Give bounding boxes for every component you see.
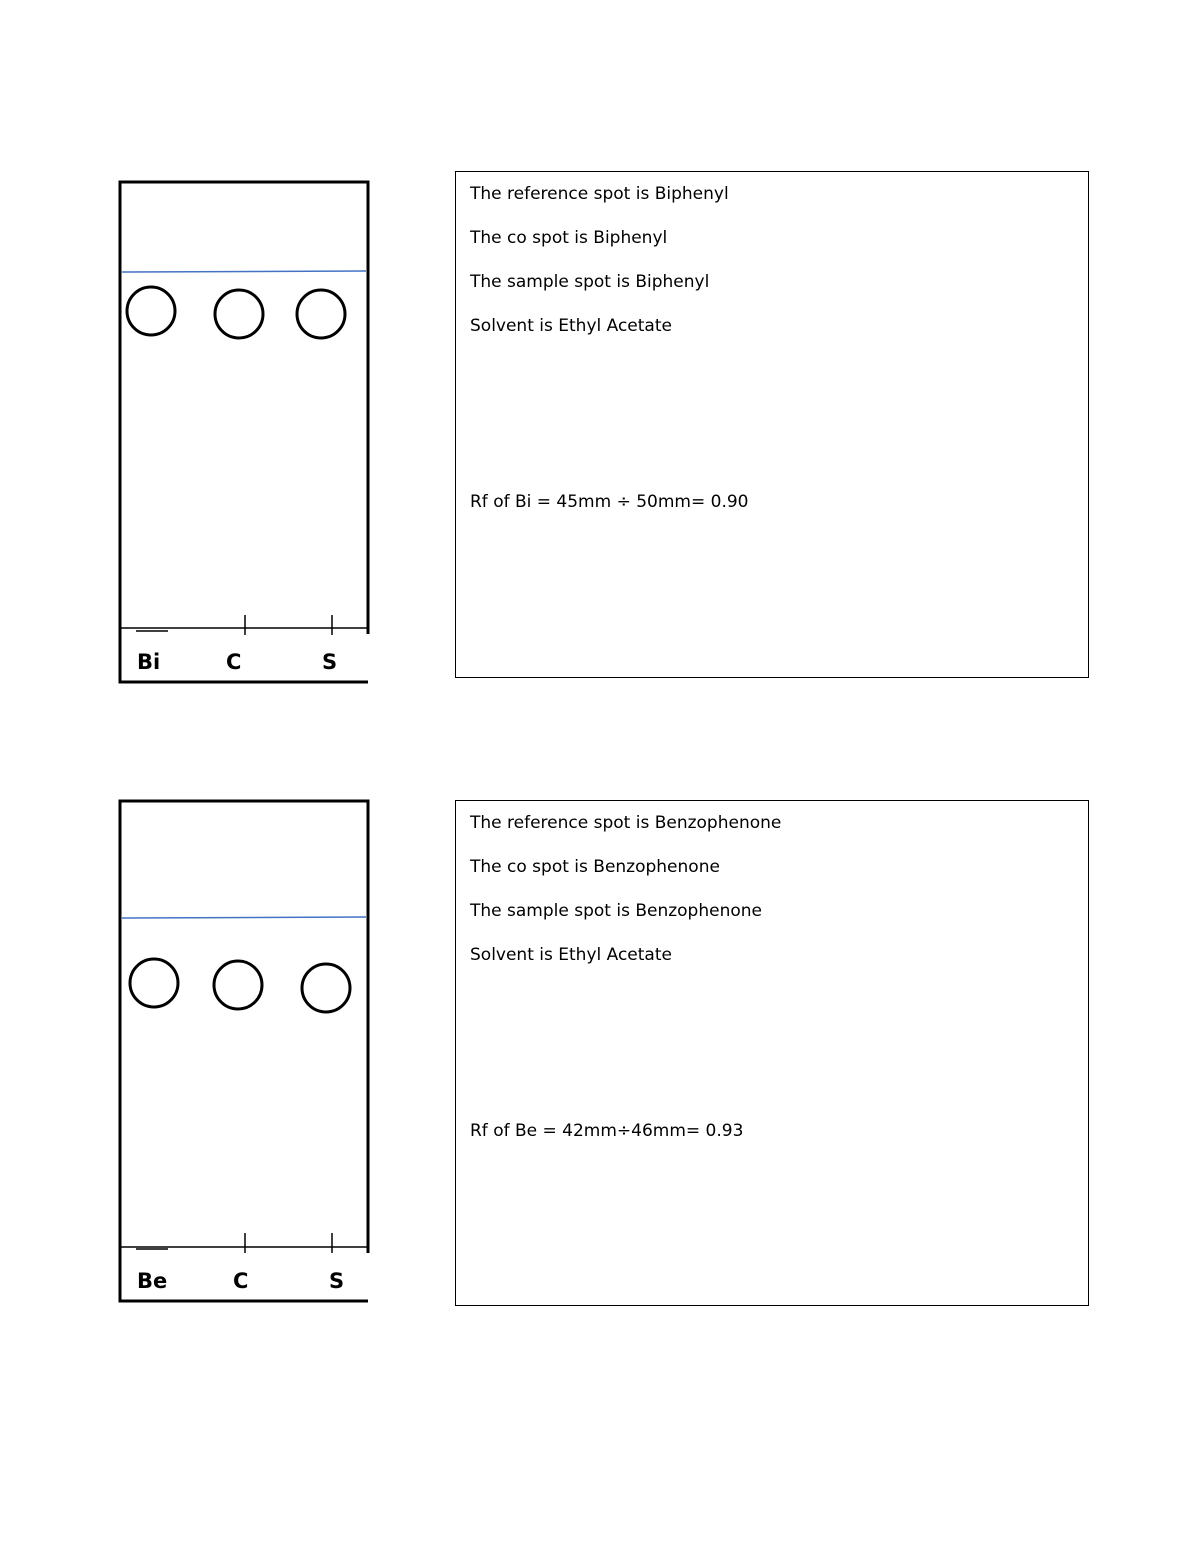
plate-outline — [120, 801, 368, 1301]
note-sample-spot: The sample spot is Benzophenone — [470, 901, 762, 921]
note-solvent: Solvent is Ethyl Acetate — [470, 316, 672, 336]
note-reference-spot: The reference spot is Biphenyl — [470, 184, 729, 204]
note-co-spot: The co spot is Benzophenone — [470, 857, 720, 877]
solvent-front-line — [122, 271, 366, 272]
lane-label-reference: Bi — [137, 650, 161, 674]
spot-reference — [130, 959, 178, 1007]
note-rf-value: Rf of Be = 42mm÷46mm= 0.93 — [470, 1121, 744, 1141]
tlc-plate-benzophenone — [116, 797, 374, 1307]
lane-label-sample: S — [322, 650, 338, 674]
spot-reference — [127, 287, 175, 335]
spot-sample — [297, 290, 345, 338]
solvent-front-line — [122, 917, 366, 918]
note-rf-value: Rf of Bi = 45mm ÷ 50mm= 0.90 — [470, 492, 749, 512]
spot-co — [214, 961, 262, 1009]
notes-box-biphenyl — [455, 171, 1089, 678]
note-co-spot: The co spot is Biphenyl — [470, 228, 668, 248]
note-sample-spot: The sample spot is Biphenyl — [470, 272, 710, 292]
spot-sample — [302, 964, 350, 1012]
plate-outline — [120, 182, 368, 682]
spot-co — [215, 290, 263, 338]
note-solvent: Solvent is Ethyl Acetate — [470, 945, 672, 965]
notes-box-benzophenone — [455, 800, 1089, 1306]
lane-label-co: C — [233, 1269, 249, 1293]
note-reference-spot: The reference spot is Benzophenone — [470, 813, 782, 833]
tlc-plate-biphenyl — [116, 178, 374, 688]
lane-label-reference: Be — [137, 1269, 168, 1293]
lane-label-sample: S — [329, 1269, 345, 1293]
lane-label-co: C — [226, 650, 242, 674]
